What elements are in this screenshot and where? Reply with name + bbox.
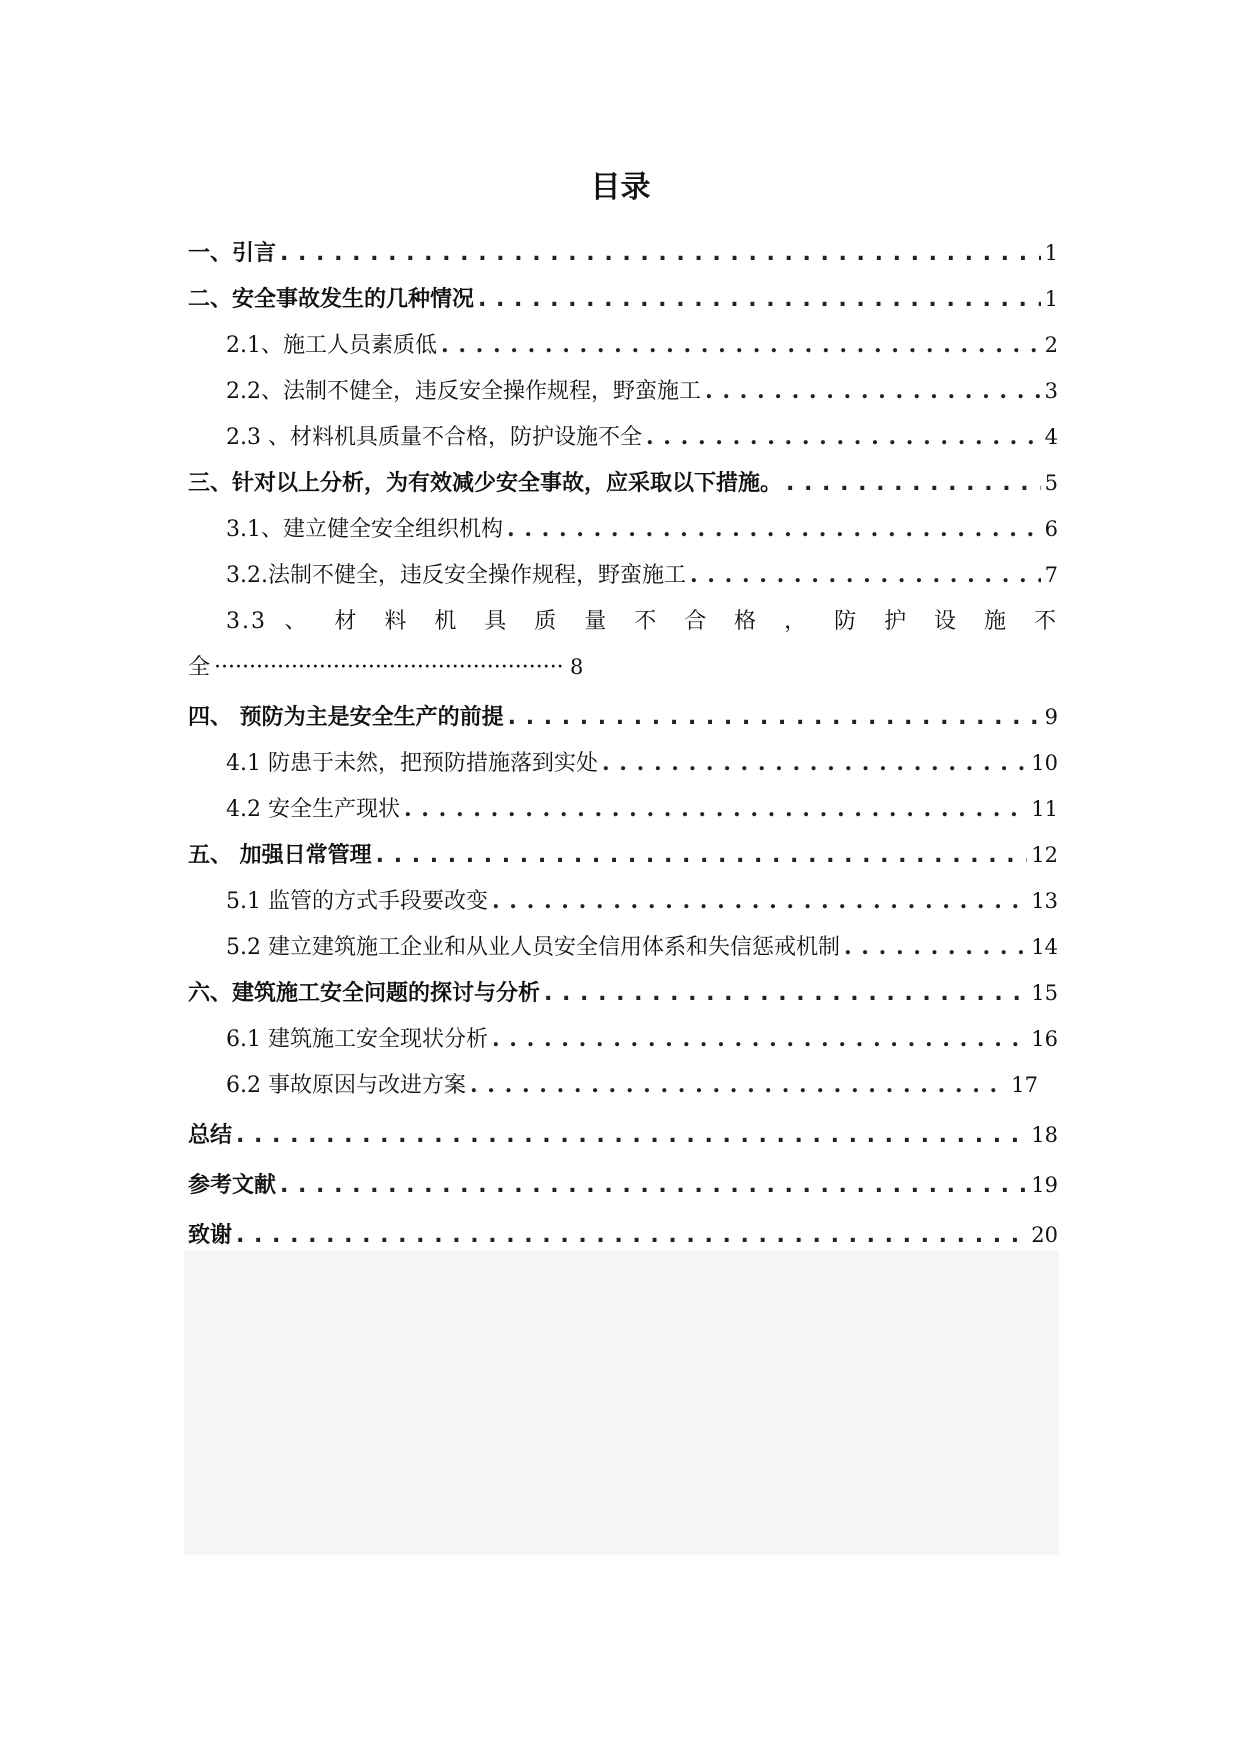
toc-entry-wrapped[interactable] (188, 604, 1058, 634)
dot-leader (470, 1072, 1007, 1098)
dot-leader (478, 287, 1041, 312)
blank-shaded-area (184, 1250, 1059, 1555)
toc-entry[interactable] (188, 1218, 1058, 1248)
toc-entry[interactable] (188, 838, 1058, 868)
toc-entry[interactable] (188, 976, 1058, 1006)
toc-entry-label: 5.2 建立建筑施工企业和从业人员安全信用体系和失信惩戒机制 (226, 935, 840, 960)
toc-entry-page: 5 (1044, 471, 1058, 495)
toc-entry-continuation[interactable] (188, 650, 1058, 681)
toc-entry-page: 17 (1011, 1073, 1038, 1097)
toc-entry-label: 4.2 安全生产现状 (226, 797, 400, 822)
toc-entry-label: 2.3 、材料机具质量不合格，防护设施不全 (226, 425, 642, 450)
toc-entry-page: 12 (1031, 843, 1058, 867)
dot-leader (705, 378, 1041, 404)
toc-entry-page: 2 (1044, 333, 1058, 357)
dot-leader (508, 705, 1041, 730)
toc-entry-page: 15 (1031, 981, 1058, 1005)
toc-entry-page: 7 (1044, 563, 1058, 587)
toc-entry-label: 4.1 防患于未然，把预防措施落到实处 (226, 751, 598, 776)
toc-entry-label: 六、建筑施工安全问题的探讨与分析 (188, 981, 541, 1006)
dot-leader (280, 1173, 1027, 1198)
toc-entry-label: 2.2、法制不健全，违反安全操作规程，野蛮施工 (226, 379, 701, 404)
toc-entry[interactable] (188, 792, 1058, 822)
toc-entry-page: 19 (1031, 1173, 1058, 1197)
toc-entry-label: 五、 加强日常管理 (188, 843, 372, 868)
toc-entry-label-continued: 全 (188, 655, 211, 680)
dot-leader (236, 1223, 1027, 1248)
toc-entry-label: 3.1、建立健全安全组织机构 (226, 517, 503, 542)
dot-leader (404, 796, 1027, 822)
toc-entry[interactable] (188, 466, 1058, 496)
toc-entry-label: 四、 预防为主是安全生产的前提 (188, 705, 504, 730)
toc-entry-page: 1 (1044, 241, 1058, 265)
toc-entry-page: 13 (1031, 889, 1058, 913)
toc-entry-label: 6.2 事故原因与改进方案 (226, 1073, 466, 1098)
toc-entry-page: 1 (1044, 287, 1058, 311)
toc-entry-label: 5.1 监管的方式手段要改变 (226, 889, 488, 914)
dot-leader (376, 843, 1028, 868)
toc-entry-page: 16 (1031, 1027, 1058, 1051)
toc-entry-page: 3 (1044, 379, 1058, 403)
toc-entry-label: 参考文献 (188, 1173, 277, 1198)
toc-entry-page: 11 (1031, 797, 1058, 821)
toc-entry[interactable] (188, 374, 1058, 404)
toc-entry-page: 8 (570, 655, 584, 679)
dot-leader (236, 1123, 1027, 1148)
toc-entry-label: 3.3 、 材 料 机 具 质 量 不 合 格 ， 防 护 设 施 不 (226, 609, 1058, 634)
toc-entry[interactable] (188, 1168, 1058, 1198)
dot-leader (602, 750, 1027, 776)
dot-leader (690, 562, 1041, 588)
toc-entry-page: 18 (1031, 1123, 1058, 1147)
toc-entry[interactable] (188, 512, 1058, 542)
toc-entry-label: 2.1、施工人员素质低 (226, 333, 437, 358)
toc-entry[interactable] (188, 1068, 1038, 1098)
toc-entry-page: 4 (1044, 425, 1058, 449)
toc-title: 目录 (590, 170, 651, 205)
toc-entry[interactable] (188, 558, 1058, 588)
toc-entry[interactable] (188, 884, 1058, 914)
toc-entry[interactable] (188, 420, 1058, 450)
toc-entry-label: 三、针对以上分析，为有效减少安全事故，应采取以下措施。 (188, 471, 783, 496)
toc-entry-label: 3.2.法制不健全，违反安全操作规程，野蛮施工 (226, 563, 686, 588)
toc-entry[interactable] (188, 282, 1058, 312)
toc-entry[interactable] (188, 236, 1058, 266)
toc-entry[interactable] (188, 328, 1058, 358)
toc-entry-page: 20 (1031, 1223, 1058, 1247)
toc-entry[interactable] (188, 700, 1058, 730)
toc-entry-label: 二、安全事故发生的几种情况 (188, 287, 475, 312)
toc-entry-page: 10 (1031, 751, 1058, 775)
dot-leader (441, 332, 1041, 358)
dot-leader (646, 424, 1041, 450)
toc-entry-page: 6 (1044, 517, 1058, 541)
dot-leader (214, 655, 564, 680)
dot-leader (492, 1026, 1027, 1052)
dot-leader (786, 471, 1041, 496)
dot-leader (507, 516, 1041, 542)
toc-entry-page: 14 (1031, 935, 1058, 959)
toc-entry[interactable] (188, 1022, 1058, 1052)
toc-entry-label: 致谢 (188, 1223, 233, 1248)
toc-entry[interactable] (188, 746, 1058, 776)
toc-entry[interactable] (188, 930, 1058, 960)
toc-entry-label: 一、引言 (188, 241, 277, 266)
dot-leader (544, 981, 1027, 1006)
dot-leader (280, 241, 1041, 266)
toc-entry-label: 总结 (188, 1123, 233, 1148)
dot-leader (492, 888, 1027, 914)
toc-entry-page: 9 (1044, 705, 1058, 729)
toc-entry[interactable] (188, 1118, 1058, 1148)
toc-entry-label: 6.1 建筑施工安全现状分析 (226, 1027, 488, 1052)
dot-leader (844, 934, 1027, 960)
